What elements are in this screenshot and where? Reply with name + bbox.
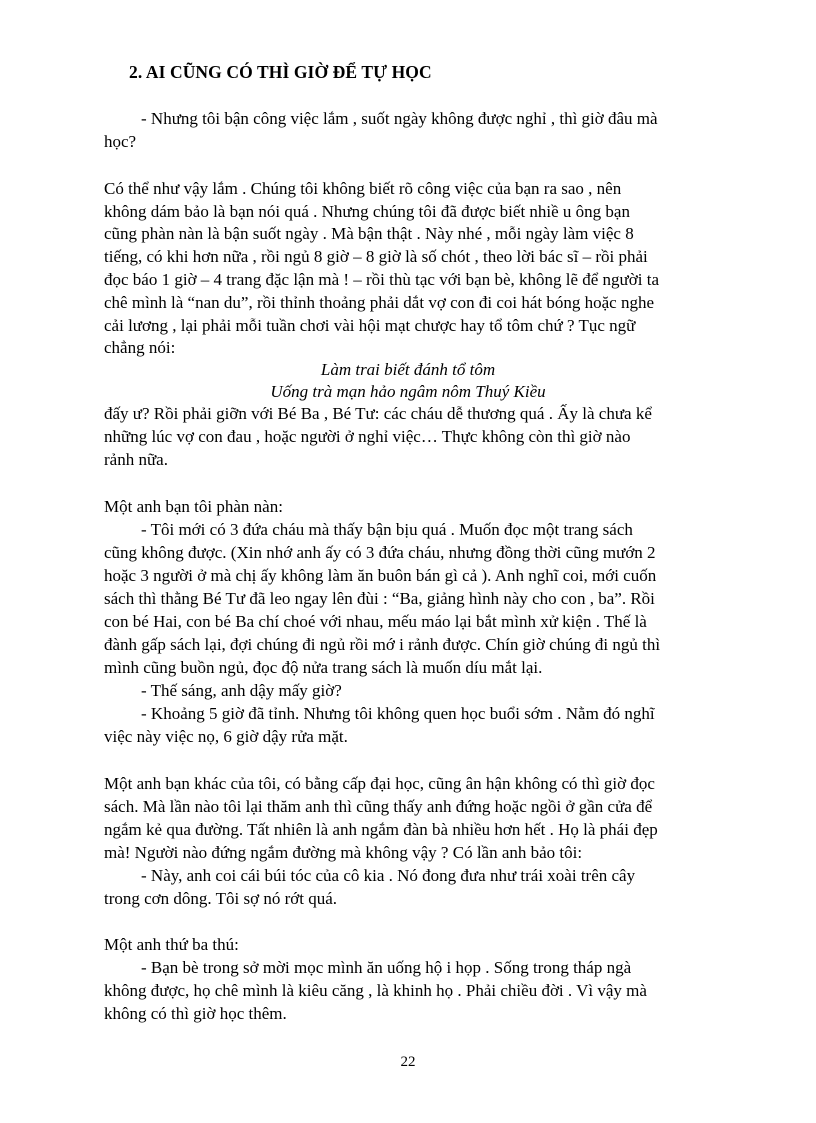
text-line: - Này, anh coi cái búi tóc của cô kia . Nó đong đưa như trái xoài trên cây <box>141 866 636 885</box>
text-line: chẳng nói: <box>104 338 176 357</box>
text-line: Một anh bạn khác của tôi, có bằng cấp đại học, cũng ân hận không có thì giờ đọc <box>104 774 655 793</box>
text-line: những lúc vợ con đau , hoặc người ở nghỉ việc… Thực không còn thì giờ nào <box>104 427 631 446</box>
text-line: đành gấp sách lại, đợi chúng đi ngủ rồi mớ i rảnh được. Chín giờ chúng đi ngủ thì <box>104 635 661 654</box>
text-line: sách. Mà lần nào tôi lại thăm anh thì cũng thấy anh đứng hoặc ngồi ở gần cửa để <box>104 797 653 816</box>
text-line: Có thể như vậy lắm . Chúng tôi không biết rõ công việc của bạn ra sao , nên <box>104 179 622 198</box>
text-line: cải lương , lại phải mỗi tuần chơi vài hội mạt chược hay tổ tôm chứ ? Tục ngữ <box>104 316 636 335</box>
text-line: đấy ư? Rồi phải giỡn với Bé Ba , Bé Tư: các cháu dễ thương quá . Ấy là chưa kể <box>104 404 652 423</box>
text-line: không dám bảo là bạn nói quá . Nhưng chúng tôi đã được biết nhiề u ông bạn <box>104 202 630 221</box>
text-line: trong cơn dông. Tôi sợ nó rớt quá. <box>104 889 337 908</box>
text-line: rảnh nữa. <box>104 450 168 469</box>
text-line: - Tôi mới có 3 đứa cháu mà thấy bận bịu quá . Muốn đọc một trang sách <box>141 520 633 539</box>
text-line: Một anh thứ ba thú: <box>104 935 239 954</box>
text-line: hoặc 3 người ở mà chị ấy không làm ăn buôn bán gì cả ). Anh nghĩ coi, mới cuốn <box>104 566 657 585</box>
text-line: - Khoảng 5 giờ đã tỉnh. Nhưng tôi không quen học buổi sớm . Nằm đó nghĩ <box>141 704 655 723</box>
text-line: - Nhưng tôi bận công việc lắm , suốt ngày không được nghỉ , thì giờ đâu mà <box>141 109 658 128</box>
poem-line: Làm trai biết đánh tổ tôm <box>320 360 496 379</box>
text-line: tiếng, có khi hơn nữa , rồi ngủ 8 giờ – 8 giờ là số chót , theo lời bác sĩ – rồi phải <box>104 247 648 266</box>
text-line: sách thì thằng Bé Tư đã leo ngay lên đùi : “Ba, giảng hình này cho con , ba”. Rồi <box>104 589 655 608</box>
text-line: chê mình là “nan du”, rồi thỉnh thoảng phải dắt vợ con đi coi hát bóng hoặc nghe <box>104 293 655 312</box>
text-line: mà! Người nào đứng ngắm đường mà không vậy ? Có lần anh bảo tôi: <box>104 843 583 862</box>
text-line: - Thế sáng, anh dậy mấy giờ? <box>141 681 342 700</box>
text-line: Một anh bạn tôi phàn nàn: <box>104 497 283 516</box>
text-line: đọc báo 1 giờ – 4 trang đặc lận mà ! – rồi thù tạc với bạn bè, không lẽ để người ta <box>104 270 660 289</box>
page-number: 22 <box>400 1054 416 1070</box>
text-line: không được, họ chê mình là kiêu căng , là khinh họ . Phải chiều đời . Vì vậy mà <box>104 981 647 1000</box>
text-line: cũng không được. (Xin nhớ anh ấy có 3 đứa cháu, nhưng đồng thời cũng mướn 2 <box>104 543 656 562</box>
text-line: con bé Hai, con bé Ba chí choé với nhau, mếu máo lại bắt mình xử kiện . Thế là <box>104 612 647 631</box>
text-line: mình cũng buồn ngủ, đọc độ nửa trang sách là muốn díu mắt lại. <box>104 658 543 677</box>
text-line: việc này việc nọ, 6 giờ dậy rửa mặt. <box>104 727 348 746</box>
text-line: - Bạn bè trong sở mời mọc mình ăn uống hộ i họp . Sống trong tháp ngà <box>141 958 632 977</box>
text-line: không có thì giờ học thêm. <box>104 1004 287 1023</box>
poem-line: Uống trà mạn hảo ngâm nôm Thuý Kiều <box>270 382 546 401</box>
text-line: ngắm kẻ qua đường. Tất nhiên là anh ngắm đàn bà nhiều hơn hết . Họ là phái đẹp <box>104 820 658 839</box>
text-line: học? <box>104 132 137 151</box>
text-line: cũng phàn nàn là bận suốt ngày . Mà bận thật . Này nhé , mỗi ngày làm việc 8 <box>104 224 634 243</box>
section-heading: 2. AI CŨNG CÓ THÌ GIỜ ĐỂ TỰ HỌC <box>129 62 432 82</box>
